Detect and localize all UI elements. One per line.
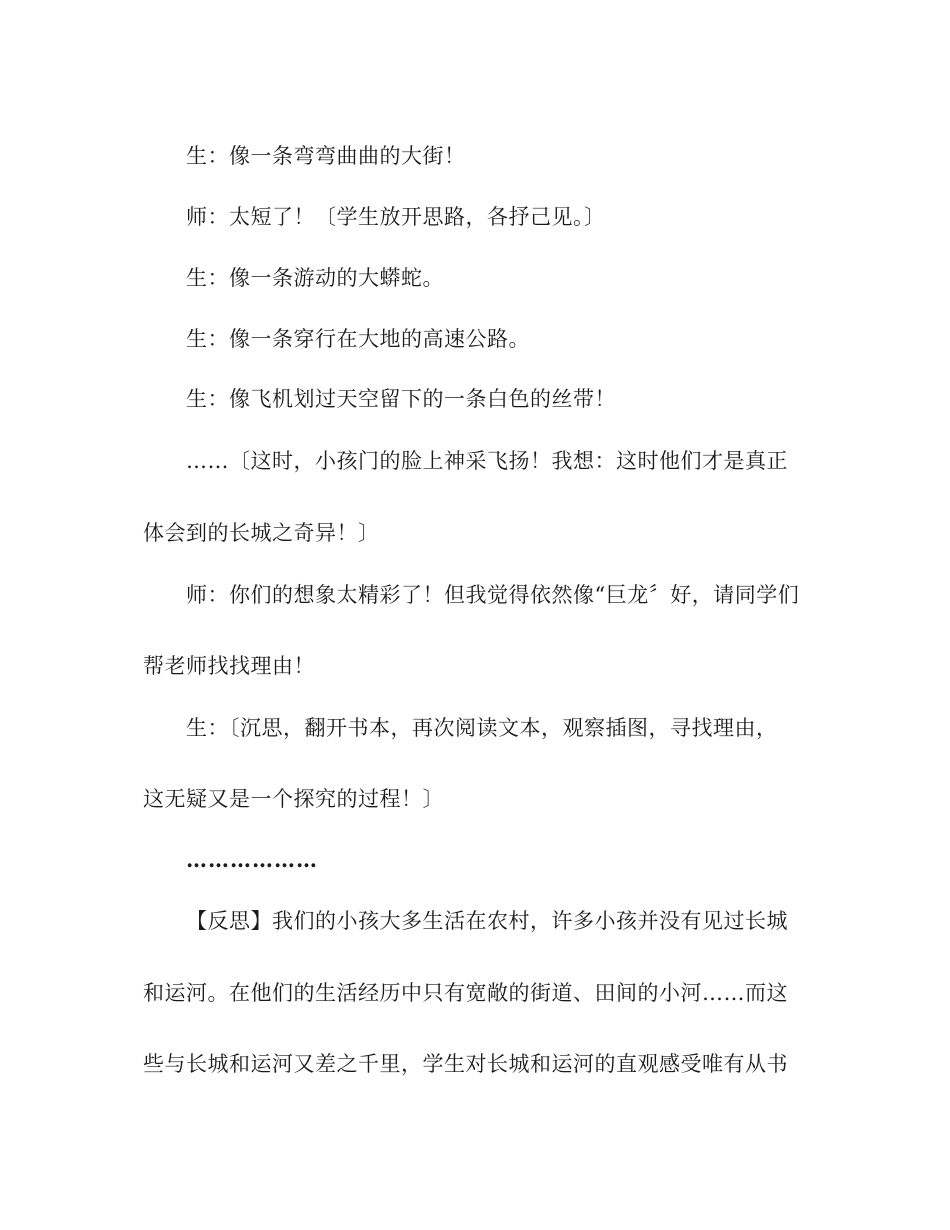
paragraph-line: ……〔这时，小孩门的脸上神采飞扬！我想：这时他们才是真正	[186, 449, 788, 473]
paragraph-line: 和运河。在他们的生活经历中只有宽敞的街道、田间的小河……而这	[143, 981, 788, 1005]
paragraph-line: 生：像飞机划过天空留下的一条白色的丝带！	[186, 387, 616, 411]
paragraph-line: 这无疑又是一个探究的过程！〕	[143, 787, 444, 811]
paragraph-line: 体会到的长城之奇异！〕	[143, 521, 380, 545]
paragraph-line: 帮老师找找理由！	[143, 654, 315, 678]
paragraph-line: 生：像一条穿行在大地的高速公路。	[186, 327, 530, 351]
paragraph-line: 些与长城和运河又差之千里，学生对长城和运河的直观感受唯有从书	[143, 1052, 788, 1076]
ellipsis-line: ………………	[186, 847, 318, 872]
paragraph-line: 【反思】我们的小孩大多生活在农村，许多小孩并没有见过长城	[186, 909, 788, 933]
paragraph-line: 师：太短了！〔学生放开思路，各抒己见。〕	[186, 205, 606, 229]
paragraph-line: 生：像一条游动的大蟒蛇。	[186, 266, 444, 290]
paragraph-line: 生：〔沉思，翻开书本，再次阅读文本，观察插图，寻找理由，	[186, 716, 778, 740]
paragraph-line: 生：像一条弯弯曲曲的大街！	[186, 144, 466, 168]
paragraph-line: 师：你们的想象太精彩了！但我觉得依然像“巨龙〞好，请同学们	[186, 583, 800, 607]
